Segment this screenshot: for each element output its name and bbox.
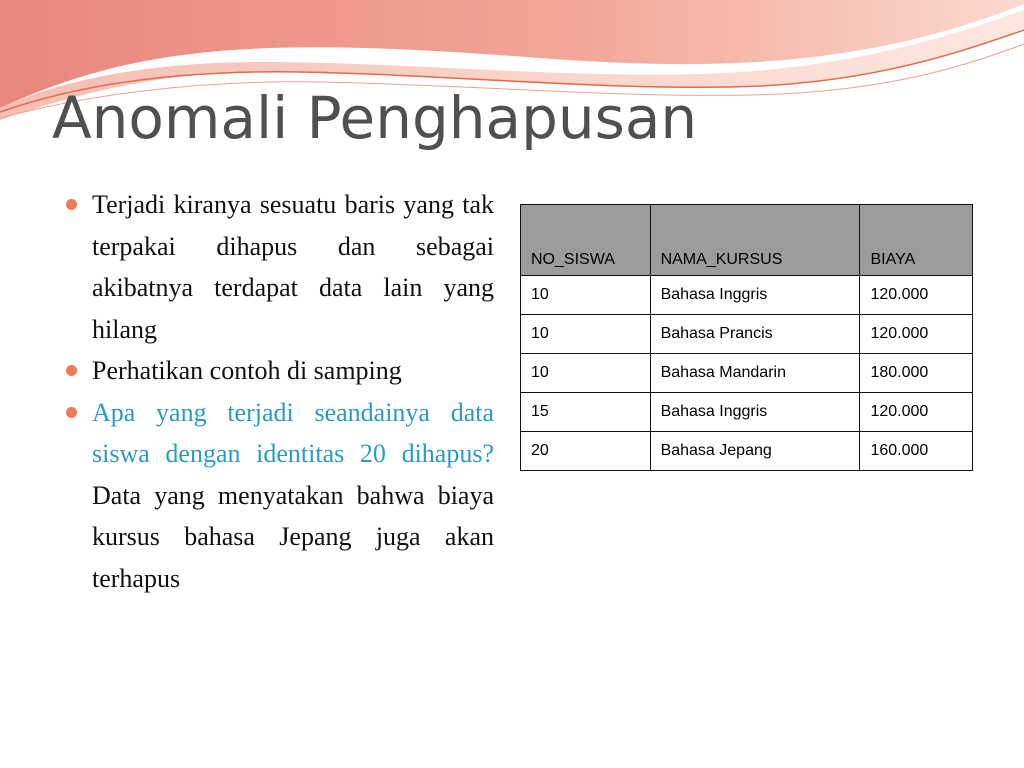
cell-nama-kursus: Bahasa Mandarin — [650, 354, 860, 393]
table-row — [521, 432, 973, 471]
table-row — [521, 315, 973, 354]
bullet-dot-icon — [66, 407, 77, 418]
cell-no-siswa: 15 — [521, 393, 651, 432]
kursus-table — [520, 204, 973, 471]
table-header-row — [521, 205, 973, 276]
cell-biaya: 180.000 — [860, 354, 973, 393]
column-header-no-siswa: NO_SISWA — [521, 205, 651, 276]
bullet-text: Data yang menyatakan bahwa biaya kursus bahasa Jepang juga akan terhapus — [92, 480, 494, 593]
cell-biaya: 160.000 — [860, 432, 973, 471]
cell-no-siswa: 10 — [521, 276, 651, 315]
cell-no-siswa: 20 — [521, 432, 651, 471]
bullet-dot-icon — [66, 365, 77, 376]
table-row — [521, 354, 973, 393]
table-row — [521, 393, 973, 432]
cell-nama-kursus: Bahasa Inggris — [650, 393, 860, 432]
cell-biaya: 120.000 — [860, 276, 973, 315]
cell-no-siswa: 10 — [521, 315, 651, 354]
cell-nama-kursus: Bahasa Inggris — [650, 276, 860, 315]
bullet-text: Terjadi kiranya sesuatu baris yang tak terpakai dihapus dan sebagai akibatnya terdapat data lain yang hilang — [92, 190, 494, 344]
bullet-highlight-text: Apa yang terjadi seandainya data siswa dengan identitas 20 dihapus? — [92, 397, 494, 468]
bullet-list — [66, 184, 494, 599]
bullet-text: Perhatikan contoh di samping — [92, 356, 402, 385]
bullet-dot-icon — [66, 199, 77, 210]
cell-nama-kursus: Bahasa Jepang — [650, 432, 860, 471]
bullet-item — [66, 350, 494, 392]
column-header-nama-kursus: NAMA_KURSUS — [650, 205, 860, 276]
table-row — [521, 276, 973, 315]
cell-biaya: 120.000 — [860, 315, 973, 354]
slide-title: Anomali Penghapusan — [52, 84, 698, 152]
bullet-item — [66, 392, 494, 600]
cell-biaya: 120.000 — [860, 393, 973, 432]
column-header-biaya: BIAYA — [860, 205, 973, 276]
cell-nama-kursus: Bahasa Prancis — [650, 315, 860, 354]
cell-no-siswa: 10 — [521, 354, 651, 393]
bullet-item — [66, 184, 494, 350]
